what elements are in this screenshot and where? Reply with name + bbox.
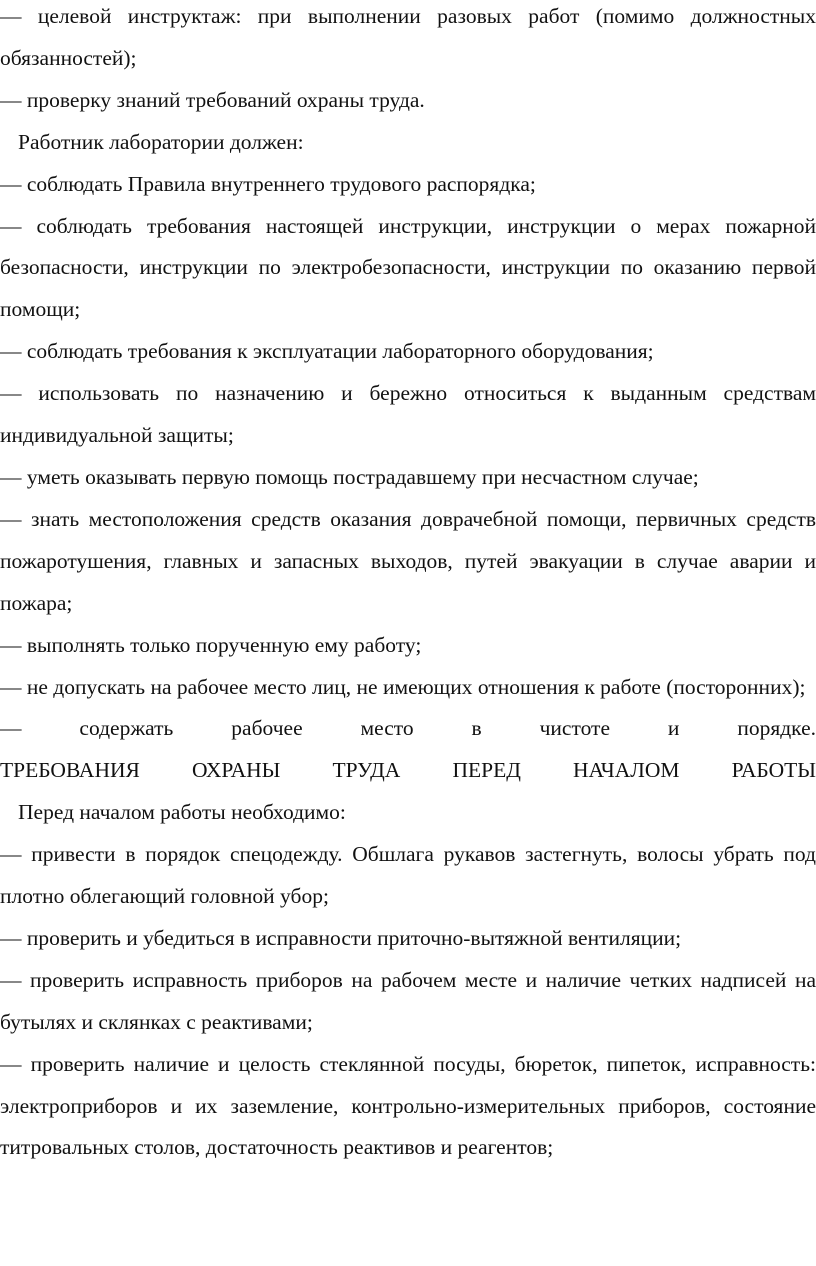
paragraph-ventilation: — проверить и убедиться в исправности приточно-вытяжной вентиляции;	[0, 925, 682, 950]
paragraph-protective-equipment: — использовать по назначению и бережно относиться к выданным средствам индивидуальной защиты;	[0, 381, 816, 448]
paragraph-worker-duties-intro: Работник лаборатории должен:	[18, 129, 304, 154]
paragraph-first-aid: — уметь оказывать первую помощь пострадавшему при несчастном случае;	[0, 464, 699, 489]
paragraph-instruments-labels: — проверить исправность приборов на рабочем месте и наличие четких надписей на бутылях и склянках с реактивами;	[0, 967, 816, 1034]
paragraph-clean-workplace: — содержать рабочее место в чистоте и порядке.	[0, 716, 816, 741]
paragraph-glassware-check: — проверить наличие и целость стеклянной посуды, бюреток, пипеток, исправность: электроприборов и их заземление, контрольно-измерительных приборов, состояние титровальных столов, достаточность реактивов и реагентов;	[0, 1051, 816, 1160]
paragraph-locations: — знать местоположения средств оказания доврачебной помощи, первичных средств пожаротушения, главных и запасных выходов, путей эвакуации в случае аварии и пожара;	[0, 506, 816, 615]
paragraph-equipment-requirements: — соблюдать требования к эксплуатации лабораторного оборудования;	[0, 339, 654, 364]
paragraph-instruction-requirements: — соблюдать требования настоящей инструкции, инструкции о мерах пожарной безопасности, инструкции по электробезопасности, инструкции по оказанию первой помощи;	[0, 213, 816, 322]
paragraph-assigned-work: — выполнять только порученную ему работу;	[0, 632, 422, 657]
section-heading-before-work: ТРЕБОВАНИЯ ОХРАНЫ ТРУДА ПЕРЕД НАЧАЛОМ РАБОТЫ	[0, 758, 816, 783]
paragraph-knowledge-check: — проверку знаний требований охраны труда.	[0, 87, 425, 112]
paragraph-target-briefing: — целевой инструктаж: при выполнении разовых работ (помимо должностных обязанностей);	[0, 4, 816, 70]
paragraph-before-work-intro: Перед началом работы необходимо:	[18, 800, 346, 825]
paragraph-workwear: — привести в порядок спецодежду. Обшлага рукавов застегнуть, волосы убрать под плотно облегающий головной убор;	[0, 842, 816, 909]
paragraph-internal-rules: — соблюдать Правила внутреннего трудового распорядка;	[0, 171, 536, 196]
paragraph-no-outsiders: — не допускать на рабочее место лиц, не имеющих отношения к работе (посторонних);	[0, 674, 806, 699]
